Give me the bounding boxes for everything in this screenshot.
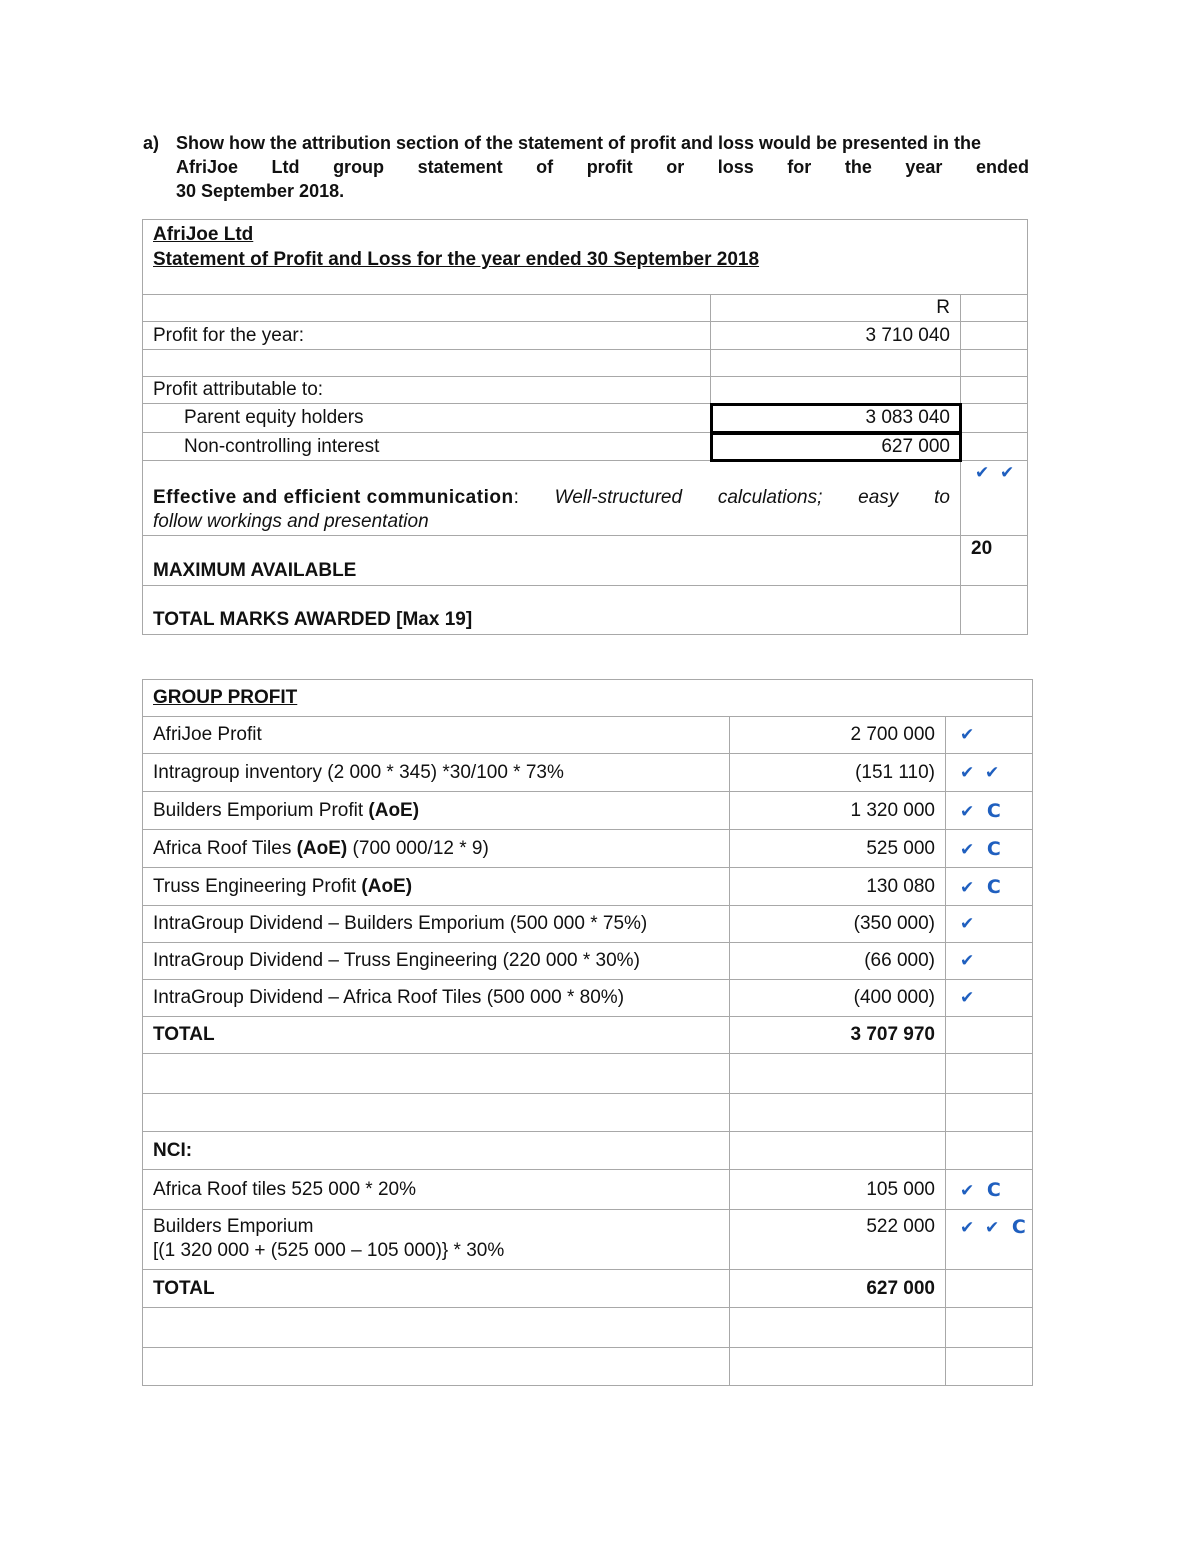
nci-heading: NCI: bbox=[143, 1132, 730, 1170]
table-row bbox=[143, 717, 1033, 754]
empty-cell bbox=[730, 1094, 946, 1132]
question-word: of bbox=[536, 157, 554, 177]
row-value: (151 110) bbox=[730, 754, 946, 792]
nci-row-marks bbox=[946, 1210, 1033, 1270]
check-icon: ✔ bbox=[960, 914, 978, 933]
empty-cell bbox=[730, 1132, 946, 1170]
statement-header bbox=[143, 220, 1028, 295]
group-profit-table bbox=[142, 679, 1033, 1386]
row-marks bbox=[946, 717, 1033, 754]
row-value: 525 000 bbox=[730, 830, 946, 868]
check-icon: ✔ bbox=[960, 839, 978, 859]
check-icon: ✔ bbox=[960, 1180, 978, 1200]
nci-row-label-line: Builders Emporium bbox=[153, 1216, 314, 1237]
consistency-mark: C bbox=[977, 875, 1004, 898]
nci-row-value: 105 000 bbox=[730, 1170, 946, 1210]
nci-row-marks bbox=[946, 1170, 1033, 1210]
empty-cell bbox=[730, 1054, 946, 1094]
question-word: for bbox=[787, 157, 812, 177]
nci-total-marks bbox=[946, 1270, 1033, 1308]
table-row bbox=[143, 1308, 1033, 1348]
table-row bbox=[143, 868, 1033, 906]
table-row bbox=[143, 1017, 1033, 1054]
table-row bbox=[143, 1170, 1033, 1210]
row-marks bbox=[946, 830, 1033, 868]
question-word: group bbox=[333, 157, 385, 177]
consistency-mark: C bbox=[977, 1178, 1004, 1201]
empty-cell bbox=[143, 1348, 730, 1386]
check-icon: ✔ ✔ bbox=[960, 762, 1003, 782]
currency-header: R bbox=[711, 295, 961, 322]
question-word: AfriJoe bbox=[176, 157, 239, 177]
question-line-3: 30 September 2018. bbox=[176, 181, 345, 201]
row-label: IntraGroup Dividend – Truss Engineering (220 000 * 30%) bbox=[143, 943, 730, 980]
question-word: statement bbox=[417, 157, 503, 177]
total-marks-label: TOTAL MARKS AWARDED [Max 19] bbox=[143, 586, 961, 635]
check-icon: ✔ bbox=[960, 725, 978, 744]
row-value: (350 000) bbox=[730, 906, 946, 943]
check-icon: ✔ bbox=[960, 988, 978, 1007]
row-marks bbox=[946, 754, 1033, 792]
communication-word: to bbox=[934, 487, 950, 508]
question-word: profit bbox=[586, 157, 633, 177]
row-label: AfriJoe Profit bbox=[143, 717, 730, 754]
empty-cell bbox=[946, 1348, 1033, 1386]
row-marks bbox=[946, 792, 1033, 830]
check-icon: ✔ bbox=[960, 877, 978, 897]
parent-equity-label: Parent equity holders bbox=[143, 404, 711, 433]
row-value: 130 080 bbox=[730, 868, 946, 906]
question-label: a) bbox=[143, 133, 160, 153]
table-row bbox=[143, 1132, 1033, 1170]
question-word: the bbox=[844, 157, 872, 177]
statement-table bbox=[142, 219, 1028, 635]
empty-cell bbox=[946, 1054, 1033, 1094]
table-row bbox=[143, 1348, 1033, 1386]
empty-cell bbox=[946, 1308, 1033, 1348]
row-marks bbox=[946, 906, 1033, 943]
communication-marks bbox=[961, 461, 1028, 536]
communication-word: Well-structured bbox=[554, 487, 683, 508]
communication-heading: Effective and efficient communication: bbox=[153, 487, 519, 508]
row-value: (66 000) bbox=[730, 943, 946, 980]
question-text bbox=[176, 131, 1061, 203]
total-value: 3 707 970 bbox=[730, 1017, 946, 1054]
consistency-mark: C bbox=[977, 837, 1004, 860]
table-row bbox=[143, 1094, 1033, 1132]
question-word: or bbox=[666, 157, 685, 177]
company-name: AfriJoe Ltd bbox=[153, 224, 254, 245]
communication-word: easy bbox=[858, 487, 899, 508]
question-word: year bbox=[905, 157, 943, 177]
question-word: Ltd bbox=[271, 157, 300, 177]
maximum-available-label: MAXIMUM AVAILABLE bbox=[143, 536, 961, 586]
table-row bbox=[143, 980, 1033, 1017]
row-value: 1 320 000 bbox=[730, 792, 946, 830]
table-row bbox=[143, 1270, 1033, 1308]
nci-value: 627 000 bbox=[711, 433, 961, 461]
row-marks bbox=[946, 868, 1033, 906]
empty-cell bbox=[946, 1132, 1033, 1170]
empty-cell bbox=[143, 1054, 730, 1094]
check-icon: ✔ bbox=[960, 801, 978, 821]
table-row bbox=[143, 906, 1033, 943]
maximum-available-value: 20 bbox=[961, 536, 1028, 586]
total-marks bbox=[946, 1017, 1033, 1054]
profit-value: 3 710 040 bbox=[711, 322, 961, 350]
row-marks bbox=[946, 943, 1033, 980]
table-row bbox=[143, 754, 1033, 792]
attributable-label: Profit attributable to: bbox=[143, 377, 711, 404]
empty-cell bbox=[946, 1094, 1033, 1132]
profit-label: Profit for the year: bbox=[143, 322, 711, 350]
communication-line-1 bbox=[153, 486, 950, 510]
check-icon: ✔ bbox=[960, 951, 978, 970]
communication-line-2: follow workings and presentation bbox=[153, 511, 429, 532]
row-value: 2 700 000 bbox=[730, 717, 946, 754]
nci-total-value: 627 000 bbox=[730, 1270, 946, 1308]
nci-row-label-line: [(1 320 000 + (525 000 – 105 000)} * 30% bbox=[153, 1240, 505, 1261]
empty-cell bbox=[143, 1308, 730, 1348]
table-row bbox=[143, 1210, 1033, 1270]
nci-row-label bbox=[143, 1210, 730, 1270]
nci-row-label: Africa Roof tiles 525 000 * 20% bbox=[143, 1170, 730, 1210]
check-icon: ✔ ✔ bbox=[960, 1218, 1003, 1237]
communication-row bbox=[143, 461, 961, 536]
total-label: TOTAL bbox=[143, 1017, 730, 1054]
question-word: loss bbox=[717, 157, 754, 177]
row-label: Builders Emporium Profit (AoE) bbox=[143, 792, 730, 830]
consistency-mark: C bbox=[1002, 1216, 1029, 1238]
row-label: IntraGroup Dividend – Africa Roof Tiles (500 000 * 80%) bbox=[143, 980, 730, 1017]
table-row bbox=[143, 943, 1033, 980]
table-row bbox=[143, 830, 1033, 868]
question-word: ended bbox=[975, 157, 1029, 177]
nci-label: Non-controlling interest bbox=[143, 433, 711, 461]
group-profit-title: GROUP PROFIT bbox=[143, 680, 1033, 717]
row-value: (400 000) bbox=[730, 980, 946, 1017]
parent-equity-value: 3 083 040 bbox=[711, 404, 961, 433]
consistency-mark: C bbox=[977, 799, 1004, 822]
question-line-2 bbox=[176, 155, 1029, 179]
question-line-1: Show how the attribution section of the statement of profit and loss would be presented in the bbox=[176, 133, 982, 153]
row-label: Intragroup inventory (2 000 * 345) *30/100 * 73% bbox=[143, 754, 730, 792]
nci-total-label: TOTAL bbox=[143, 1270, 730, 1308]
statement-title: Statement of Profit and Loss for the year ended 30 September 2018 bbox=[153, 249, 760, 270]
row-label: Africa Roof Tiles (AoE) (700 000/12 * 9) bbox=[143, 830, 730, 868]
nci-row-value: 522 000 bbox=[730, 1210, 946, 1270]
communication-word: calculations; bbox=[717, 487, 823, 508]
table-row bbox=[143, 1054, 1033, 1094]
row-label: Truss Engineering Profit (AoE) bbox=[143, 868, 730, 906]
row-marks bbox=[946, 980, 1033, 1017]
empty-cell bbox=[143, 1094, 730, 1132]
row-label: IntraGroup Dividend – Builders Emporium (500 000 * 75%) bbox=[143, 906, 730, 943]
empty-cell bbox=[730, 1348, 946, 1386]
table-row bbox=[143, 792, 1033, 830]
check-icon: ✔ ✔ bbox=[975, 463, 1018, 482]
empty-cell bbox=[730, 1308, 946, 1348]
